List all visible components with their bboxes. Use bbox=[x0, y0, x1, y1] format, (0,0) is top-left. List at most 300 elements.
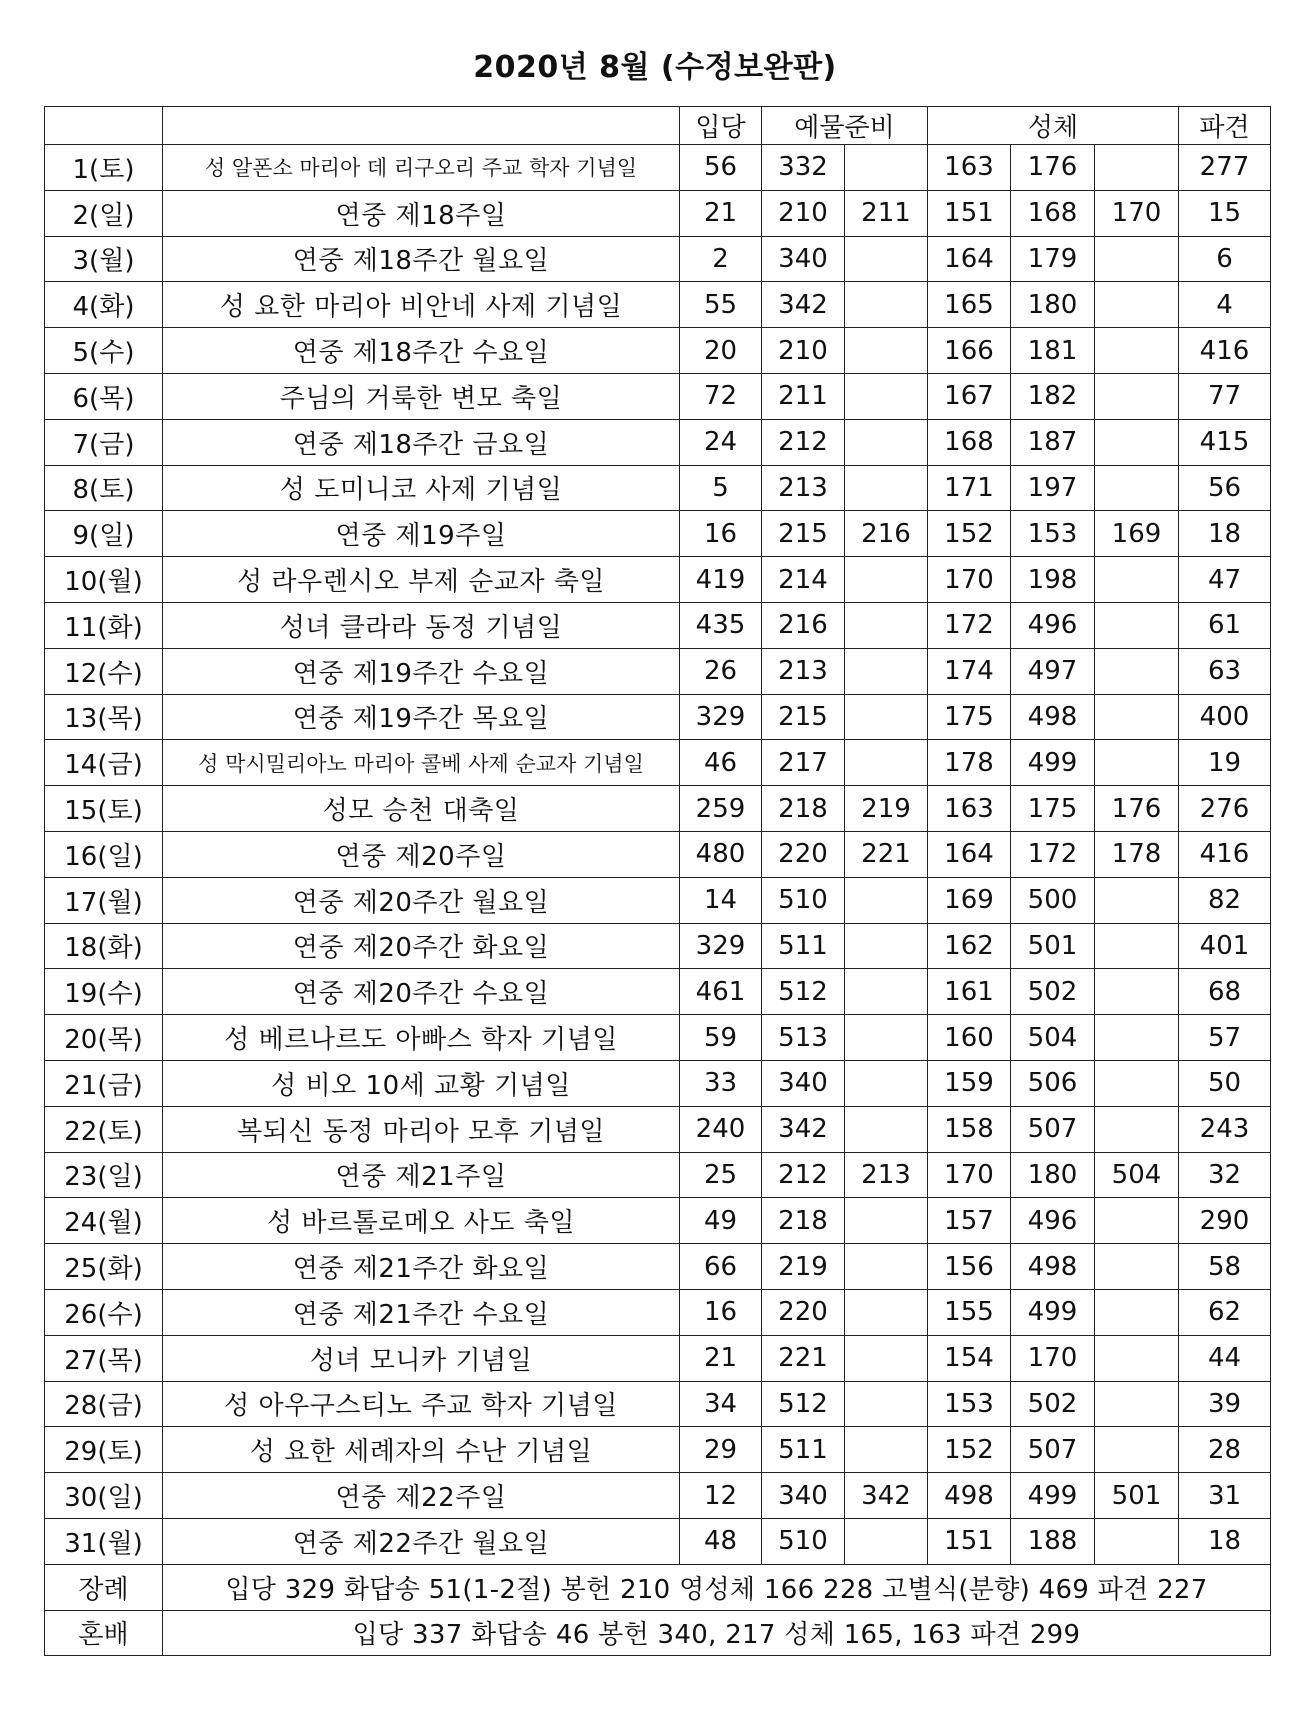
row-communion-hymn: 171 bbox=[928, 465, 1011, 511]
row-offertory-hymn bbox=[845, 282, 928, 328]
row-communion-hymn: 187 bbox=[1011, 419, 1095, 465]
row-dismissal-hymn: 19 bbox=[1179, 740, 1271, 786]
row-date: 14(금) bbox=[45, 740, 163, 786]
row-communion-hymn: 172 bbox=[928, 602, 1011, 648]
row-communion-hymn bbox=[1095, 419, 1179, 465]
row-date: 26(수) bbox=[45, 1289, 163, 1335]
row-date: 23(일) bbox=[45, 1152, 163, 1198]
row-date: 21(금) bbox=[45, 1060, 163, 1106]
row-offertory-hymn: 213 bbox=[845, 1152, 928, 1198]
row-communion-hymn: 506 bbox=[1011, 1060, 1095, 1106]
row-entrance-hymn: 461 bbox=[680, 969, 762, 1015]
row-communion-hymn: 496 bbox=[1011, 602, 1095, 648]
row-offertory-hymn: 215 bbox=[762, 694, 845, 740]
row-celebration-name: 복되신 동정 마리아 모후 기념일 bbox=[163, 1106, 680, 1152]
row-dismissal-hymn: 15 bbox=[1179, 190, 1271, 236]
row-communion-hymn: 504 bbox=[1011, 1015, 1095, 1061]
row-date: 1(토) bbox=[45, 145, 163, 191]
row-communion-hymn: 499 bbox=[1011, 1473, 1095, 1519]
row-entrance-hymn: 259 bbox=[680, 786, 762, 832]
row-communion-hymn: 168 bbox=[928, 419, 1011, 465]
row-communion-hymn: 501 bbox=[1011, 923, 1095, 969]
row-dismissal-hymn: 276 bbox=[1179, 786, 1271, 832]
row-communion-hymn: 151 bbox=[928, 1518, 1011, 1564]
row-date: 13(목) bbox=[45, 694, 163, 740]
row-celebration-name: 성 도미니코 사제 기념일 bbox=[163, 465, 680, 511]
row-communion-hymn: 153 bbox=[1011, 511, 1095, 557]
row-dismissal-hymn: 416 bbox=[1179, 831, 1271, 877]
row-offertory-hymn bbox=[845, 373, 928, 419]
row-offertory-hymn: 511 bbox=[762, 1427, 845, 1473]
row-communion-hymn: 175 bbox=[1011, 786, 1095, 832]
row-offertory-hymn bbox=[845, 1244, 928, 1290]
row-communion-hymn bbox=[1095, 1335, 1179, 1381]
row-offertory-hymn: 340 bbox=[762, 1060, 845, 1106]
row-communion-hymn bbox=[1095, 236, 1179, 282]
row-communion-hymn: 170 bbox=[928, 1152, 1011, 1198]
row-date: 9(일) bbox=[45, 511, 163, 557]
row-date: 29(토) bbox=[45, 1427, 163, 1473]
table-row bbox=[45, 831, 1271, 877]
row-offertory-hymn: 221 bbox=[762, 1335, 845, 1381]
table-row bbox=[45, 1518, 1271, 1564]
row-dismissal-hymn: 277 bbox=[1179, 145, 1271, 191]
row-communion-hymn: 161 bbox=[928, 969, 1011, 1015]
row-offertory-hymn: 217 bbox=[762, 740, 845, 786]
row-offertory-hymn bbox=[845, 1335, 928, 1381]
row-entrance-hymn: 435 bbox=[680, 602, 762, 648]
row-celebration-name: 연중 제22주일 bbox=[163, 1473, 680, 1519]
row-entrance-hymn: 20 bbox=[680, 328, 762, 374]
table-row bbox=[45, 1335, 1271, 1381]
table-row bbox=[45, 1381, 1271, 1427]
row-date: 4(화) bbox=[45, 282, 163, 328]
row-dismissal-hymn: 32 bbox=[1179, 1152, 1271, 1198]
footer-row bbox=[45, 1610, 1271, 1656]
row-entrance-hymn: 55 bbox=[680, 282, 762, 328]
row-date: 20(목) bbox=[45, 1015, 163, 1061]
row-entrance-hymn: 21 bbox=[680, 190, 762, 236]
row-dismissal-hymn: 416 bbox=[1179, 328, 1271, 374]
table-row bbox=[45, 1473, 1271, 1519]
row-date: 2(일) bbox=[45, 190, 163, 236]
row-communion-hymn bbox=[1095, 465, 1179, 511]
row-entrance-hymn: 29 bbox=[680, 1427, 762, 1473]
row-date: 24(월) bbox=[45, 1198, 163, 1244]
row-dismissal-hymn: 4 bbox=[1179, 282, 1271, 328]
row-entrance-hymn: 34 bbox=[680, 1381, 762, 1427]
row-communion-hymn bbox=[1095, 694, 1179, 740]
row-offertory-hymn: 340 bbox=[762, 1473, 845, 1519]
table-row bbox=[45, 740, 1271, 786]
row-communion-hymn bbox=[1095, 1060, 1179, 1106]
row-offertory-hymn bbox=[845, 557, 928, 603]
row-offertory-hymn bbox=[845, 328, 928, 374]
row-communion-hymn: 198 bbox=[1011, 557, 1095, 603]
row-communion-hymn: 498 bbox=[1011, 694, 1095, 740]
row-entrance-hymn: 56 bbox=[680, 145, 762, 191]
row-communion-hymn bbox=[1095, 1015, 1179, 1061]
row-celebration-name: 주님의 거룩한 변모 축일 bbox=[163, 373, 680, 419]
row-celebration-name: 연중 제20주일 bbox=[163, 831, 680, 877]
row-entrance-hymn: 480 bbox=[680, 831, 762, 877]
table-row bbox=[45, 1289, 1271, 1335]
row-celebration-name: 성 요한 세례자의 수난 기념일 bbox=[163, 1427, 680, 1473]
row-communion-hymn bbox=[1095, 602, 1179, 648]
row-offertory-hymn bbox=[845, 1289, 928, 1335]
row-dismissal-hymn: 401 bbox=[1179, 923, 1271, 969]
row-date: 6(목) bbox=[45, 373, 163, 419]
row-date: 12(수) bbox=[45, 648, 163, 694]
row-dismissal-hymn: 31 bbox=[1179, 1473, 1271, 1519]
row-communion-hymn: 159 bbox=[928, 1060, 1011, 1106]
row-celebration-name: 연중 제18주간 수요일 bbox=[163, 328, 680, 374]
row-communion-hymn: 152 bbox=[928, 511, 1011, 557]
row-offertory-hymn: 219 bbox=[762, 1244, 845, 1290]
row-communion-hymn: 169 bbox=[1095, 511, 1179, 557]
row-dismissal-hymn: 400 bbox=[1179, 694, 1271, 740]
row-celebration-name: 성 베르나르도 아빠스 학자 기념일 bbox=[163, 1015, 680, 1061]
row-offertory-hymn bbox=[845, 969, 928, 1015]
row-entrance-hymn: 329 bbox=[680, 694, 762, 740]
row-communion-hymn: 164 bbox=[928, 236, 1011, 282]
row-offertory-hymn: 513 bbox=[762, 1015, 845, 1061]
row-celebration-name: 연중 제18주간 금요일 bbox=[163, 419, 680, 465]
row-communion-hymn: 180 bbox=[1011, 1152, 1095, 1198]
hymn-schedule-table bbox=[44, 106, 1271, 1656]
row-celebration-name: 연중 제20주간 수요일 bbox=[163, 969, 680, 1015]
table-row bbox=[45, 419, 1271, 465]
row-entrance-hymn: 25 bbox=[680, 1152, 762, 1198]
row-communion-hymn bbox=[1095, 1518, 1179, 1564]
row-celebration-name: 연중 제18주일 bbox=[163, 190, 680, 236]
row-communion-hymn: 507 bbox=[1011, 1106, 1095, 1152]
row-offertory-hymn: 211 bbox=[845, 190, 928, 236]
table-row bbox=[45, 923, 1271, 969]
row-celebration-name: 성 막시밀리아노 마리아 콜베 사제 순교자 기념일 bbox=[163, 740, 680, 786]
row-entrance-hymn: 14 bbox=[680, 877, 762, 923]
row-offertory-hymn: 512 bbox=[762, 969, 845, 1015]
row-communion-hymn: 151 bbox=[928, 190, 1011, 236]
row-offertory-hymn bbox=[845, 1518, 928, 1564]
row-offertory-hymn bbox=[845, 1015, 928, 1061]
row-dismissal-hymn: 58 bbox=[1179, 1244, 1271, 1290]
row-communion-hymn bbox=[1095, 1427, 1179, 1473]
row-dismissal-hymn: 243 bbox=[1179, 1106, 1271, 1152]
table-row bbox=[45, 511, 1271, 557]
row-communion-hymn: 176 bbox=[1095, 786, 1179, 832]
table-row bbox=[45, 328, 1271, 374]
row-entrance-hymn: 16 bbox=[680, 1289, 762, 1335]
row-offertory-hymn bbox=[845, 236, 928, 282]
row-communion-hymn: 502 bbox=[1011, 969, 1095, 1015]
row-communion-hymn: 179 bbox=[1011, 236, 1095, 282]
row-offertory-hymn: 220 bbox=[762, 1289, 845, 1335]
table-row bbox=[45, 190, 1271, 236]
row-offertory-hymn: 342 bbox=[762, 282, 845, 328]
row-communion-hymn: 182 bbox=[1011, 373, 1095, 419]
table-row bbox=[45, 1060, 1271, 1106]
row-offertory-hymn: 210 bbox=[762, 190, 845, 236]
row-offertory-hymn: 212 bbox=[762, 1152, 845, 1198]
row-date: 18(화) bbox=[45, 923, 163, 969]
table-row bbox=[45, 236, 1271, 282]
row-offertory-hymn: 340 bbox=[762, 236, 845, 282]
table-row bbox=[45, 969, 1271, 1015]
row-offertory-hymn bbox=[845, 1060, 928, 1106]
row-celebration-name: 연중 제19주간 수요일 bbox=[163, 648, 680, 694]
row-celebration-name: 성 아우구스티노 주교 학자 기념일 bbox=[163, 1381, 680, 1427]
row-communion-hymn: 170 bbox=[1095, 190, 1179, 236]
header-entrance: 입당 bbox=[680, 107, 762, 145]
row-entrance-hymn: 240 bbox=[680, 1106, 762, 1152]
row-entrance-hymn: 59 bbox=[680, 1015, 762, 1061]
table-row bbox=[45, 694, 1271, 740]
row-communion-hymn: 188 bbox=[1011, 1518, 1095, 1564]
row-date: 7(금) bbox=[45, 419, 163, 465]
header-date bbox=[45, 107, 163, 145]
row-date: 8(토) bbox=[45, 465, 163, 511]
row-offertory-hymn bbox=[845, 923, 928, 969]
row-communion-hymn: 162 bbox=[928, 923, 1011, 969]
row-date: 5(수) bbox=[45, 328, 163, 374]
row-offertory-hymn bbox=[845, 419, 928, 465]
row-offertory-hymn bbox=[845, 1427, 928, 1473]
header-communion: 성체 bbox=[928, 107, 1179, 145]
table-row bbox=[45, 877, 1271, 923]
table-row bbox=[45, 373, 1271, 419]
row-date: 15(토) bbox=[45, 786, 163, 832]
table-row bbox=[45, 1198, 1271, 1244]
row-celebration-name: 연중 제21주간 화요일 bbox=[163, 1244, 680, 1290]
row-celebration-name: 성모 승천 대축일 bbox=[163, 786, 680, 832]
row-communion-hymn: 156 bbox=[928, 1244, 1011, 1290]
row-date: 11(화) bbox=[45, 602, 163, 648]
row-offertory-hymn: 218 bbox=[762, 786, 845, 832]
row-communion-hymn: 166 bbox=[928, 328, 1011, 374]
row-communion-hymn: 165 bbox=[928, 282, 1011, 328]
row-offertory-hymn bbox=[845, 740, 928, 786]
row-offertory-hymn: 332 bbox=[762, 145, 845, 191]
row-communion-hymn: 153 bbox=[928, 1381, 1011, 1427]
row-celebration-name: 연중 제21주일 bbox=[163, 1152, 680, 1198]
row-celebration-name: 연중 제19주간 목요일 bbox=[163, 694, 680, 740]
row-offertory-hymn: 213 bbox=[762, 648, 845, 694]
row-communion-hymn bbox=[1095, 373, 1179, 419]
row-offertory-hymn: 213 bbox=[762, 465, 845, 511]
row-entrance-hymn: 12 bbox=[680, 1473, 762, 1519]
table-row bbox=[45, 465, 1271, 511]
row-offertory-hymn: 342 bbox=[845, 1473, 928, 1519]
row-entrance-hymn: 46 bbox=[680, 740, 762, 786]
row-dismissal-hymn: 39 bbox=[1179, 1381, 1271, 1427]
row-offertory-hymn: 510 bbox=[762, 1518, 845, 1564]
row-dismissal-hymn: 290 bbox=[1179, 1198, 1271, 1244]
row-communion-hymn: 498 bbox=[1011, 1244, 1095, 1290]
row-communion-hymn: 504 bbox=[1095, 1152, 1179, 1198]
row-communion-hymn bbox=[1095, 1198, 1179, 1244]
row-communion-hymn: 152 bbox=[928, 1427, 1011, 1473]
row-communion-hymn: 158 bbox=[928, 1106, 1011, 1152]
row-dismissal-hymn: 56 bbox=[1179, 465, 1271, 511]
row-celebration-name: 성 알폰소 마리아 데 리구오리 주교 학자 기념일 bbox=[163, 145, 680, 191]
row-entrance-hymn: 66 bbox=[680, 1244, 762, 1290]
row-offertory-hymn: 221 bbox=[845, 831, 928, 877]
row-entrance-hymn: 21 bbox=[680, 1335, 762, 1381]
row-entrance-hymn: 2 bbox=[680, 236, 762, 282]
row-offertory-hymn: 214 bbox=[762, 557, 845, 603]
row-communion-hymn bbox=[1095, 740, 1179, 786]
row-communion-hymn: 174 bbox=[928, 648, 1011, 694]
table-row bbox=[45, 145, 1271, 191]
row-offertory-hymn: 510 bbox=[762, 877, 845, 923]
row-date: 10(월) bbox=[45, 557, 163, 603]
row-communion-hymn: 178 bbox=[928, 740, 1011, 786]
row-communion-hymn: 497 bbox=[1011, 648, 1095, 694]
row-celebration-name: 연중 제20주간 월요일 bbox=[163, 877, 680, 923]
table-row bbox=[45, 1015, 1271, 1061]
table-row bbox=[45, 1427, 1271, 1473]
row-offertory-hymn: 220 bbox=[762, 831, 845, 877]
row-offertory-hymn: 215 bbox=[762, 511, 845, 557]
row-communion-hymn: 164 bbox=[928, 831, 1011, 877]
header-dismissal: 파견 bbox=[1179, 107, 1271, 145]
row-offertory-hymn bbox=[845, 1106, 928, 1152]
row-entrance-hymn: 48 bbox=[680, 1518, 762, 1564]
row-date: 30(일) bbox=[45, 1473, 163, 1519]
row-communion-hymn: 157 bbox=[928, 1198, 1011, 1244]
row-date: 16(일) bbox=[45, 831, 163, 877]
row-dismissal-hymn: 68 bbox=[1179, 969, 1271, 1015]
row-communion-hymn: 163 bbox=[928, 145, 1011, 191]
footer-label: 장례 bbox=[45, 1564, 163, 1610]
row-communion-hymn bbox=[1095, 648, 1179, 694]
row-dismissal-hymn: 415 bbox=[1179, 419, 1271, 465]
row-offertory-hymn: 219 bbox=[845, 786, 928, 832]
row-offertory-hymn bbox=[845, 1198, 928, 1244]
row-offertory-hymn bbox=[845, 877, 928, 923]
table-row bbox=[45, 648, 1271, 694]
row-communion-hymn: 172 bbox=[1011, 831, 1095, 877]
row-communion-hymn bbox=[1095, 282, 1179, 328]
row-offertory-hymn: 218 bbox=[762, 1198, 845, 1244]
row-communion-hymn: 170 bbox=[1011, 1335, 1095, 1381]
row-communion-hymn bbox=[1095, 328, 1179, 374]
row-communion-hymn bbox=[1095, 1244, 1179, 1290]
row-communion-hymn: 499 bbox=[1011, 1289, 1095, 1335]
table-row bbox=[45, 1244, 1271, 1290]
header-offertory: 예물준비 bbox=[762, 107, 928, 145]
row-date: 25(화) bbox=[45, 1244, 163, 1290]
row-date: 22(토) bbox=[45, 1106, 163, 1152]
row-offertory-hymn: 210 bbox=[762, 328, 845, 374]
row-offertory-hymn: 212 bbox=[762, 419, 845, 465]
row-communion-hymn bbox=[1095, 557, 1179, 603]
row-dismissal-hymn: 18 bbox=[1179, 1518, 1271, 1564]
row-celebration-name: 성녀 클라라 동정 기념일 bbox=[163, 602, 680, 648]
row-celebration-name: 성 비오 10세 교황 기념일 bbox=[163, 1060, 680, 1106]
row-celebration-name: 성녀 모니카 기념일 bbox=[163, 1335, 680, 1381]
row-celebration-name: 성 요한 마리아 비안네 사제 기념일 bbox=[163, 282, 680, 328]
row-offertory-hymn bbox=[845, 145, 928, 191]
row-entrance-hymn: 72 bbox=[680, 373, 762, 419]
row-dismissal-hymn: 44 bbox=[1179, 1335, 1271, 1381]
row-entrance-hymn: 33 bbox=[680, 1060, 762, 1106]
row-communion-hymn: 197 bbox=[1011, 465, 1095, 511]
row-communion-hymn: 175 bbox=[928, 694, 1011, 740]
row-offertory-hymn: 216 bbox=[762, 602, 845, 648]
row-offertory-hymn: 512 bbox=[762, 1381, 845, 1427]
row-dismissal-hymn: 77 bbox=[1179, 373, 1271, 419]
row-communion-hymn: 181 bbox=[1011, 328, 1095, 374]
row-celebration-name: 연중 제20주간 화요일 bbox=[163, 923, 680, 969]
row-communion-hymn: 502 bbox=[1011, 1381, 1095, 1427]
row-dismissal-hymn: 62 bbox=[1179, 1289, 1271, 1335]
row-celebration-name: 연중 제19주일 bbox=[163, 511, 680, 557]
row-offertory-hymn bbox=[845, 465, 928, 511]
row-date: 17(월) bbox=[45, 877, 163, 923]
table-row bbox=[45, 1152, 1271, 1198]
row-offertory-hymn bbox=[845, 1381, 928, 1427]
row-communion-hymn: 507 bbox=[1011, 1427, 1095, 1473]
row-date: 19(수) bbox=[45, 969, 163, 1015]
row-communion-hymn: 170 bbox=[928, 557, 1011, 603]
row-entrance-hymn: 49 bbox=[680, 1198, 762, 1244]
row-communion-hymn bbox=[1095, 1106, 1179, 1152]
row-entrance-hymn: 419 bbox=[680, 557, 762, 603]
row-dismissal-hymn: 6 bbox=[1179, 236, 1271, 282]
row-offertory-hymn bbox=[845, 694, 928, 740]
row-offertory-hymn: 342 bbox=[762, 1106, 845, 1152]
row-dismissal-hymn: 28 bbox=[1179, 1427, 1271, 1473]
row-entrance-hymn: 16 bbox=[680, 511, 762, 557]
row-date: 27(목) bbox=[45, 1335, 163, 1381]
row-dismissal-hymn: 61 bbox=[1179, 602, 1271, 648]
table-row bbox=[45, 557, 1271, 603]
row-dismissal-hymn: 47 bbox=[1179, 557, 1271, 603]
row-dismissal-hymn: 50 bbox=[1179, 1060, 1271, 1106]
row-offertory-hymn: 216 bbox=[845, 511, 928, 557]
row-communion-hymn: 501 bbox=[1095, 1473, 1179, 1519]
row-celebration-name: 연중 제18주간 월요일 bbox=[163, 236, 680, 282]
row-communion-hymn: 178 bbox=[1095, 831, 1179, 877]
row-entrance-hymn: 5 bbox=[680, 465, 762, 511]
row-date: 31(월) bbox=[45, 1518, 163, 1564]
footer-text: 입당 337 화답송 46 봉헌 340, 217 성체 165, 163 파견 299 bbox=[163, 1610, 1271, 1656]
row-communion-hymn bbox=[1095, 1289, 1179, 1335]
row-communion-hymn: 496 bbox=[1011, 1198, 1095, 1244]
row-communion-hymn: 155 bbox=[928, 1289, 1011, 1335]
footer-label: 혼배 bbox=[45, 1610, 163, 1656]
row-dismissal-hymn: 82 bbox=[1179, 877, 1271, 923]
table-row bbox=[45, 1106, 1271, 1152]
row-offertory-hymn bbox=[845, 602, 928, 648]
row-communion-hymn bbox=[1095, 969, 1179, 1015]
row-communion-hymn: 160 bbox=[928, 1015, 1011, 1061]
table-row bbox=[45, 282, 1271, 328]
row-entrance-hymn: 329 bbox=[680, 923, 762, 969]
row-communion-hymn: 167 bbox=[928, 373, 1011, 419]
table-row bbox=[45, 786, 1271, 832]
row-entrance-hymn: 24 bbox=[680, 419, 762, 465]
row-communion-hymn: 176 bbox=[1011, 145, 1095, 191]
row-communion-hymn: 154 bbox=[928, 1335, 1011, 1381]
table-row bbox=[45, 602, 1271, 648]
row-communion-hymn: 500 bbox=[1011, 877, 1095, 923]
row-offertory-hymn bbox=[845, 648, 928, 694]
page-title: 2020년 8월 (수정보완판) bbox=[473, 50, 837, 85]
row-celebration-name: 성 바르톨로메오 사도 축일 bbox=[163, 1198, 680, 1244]
